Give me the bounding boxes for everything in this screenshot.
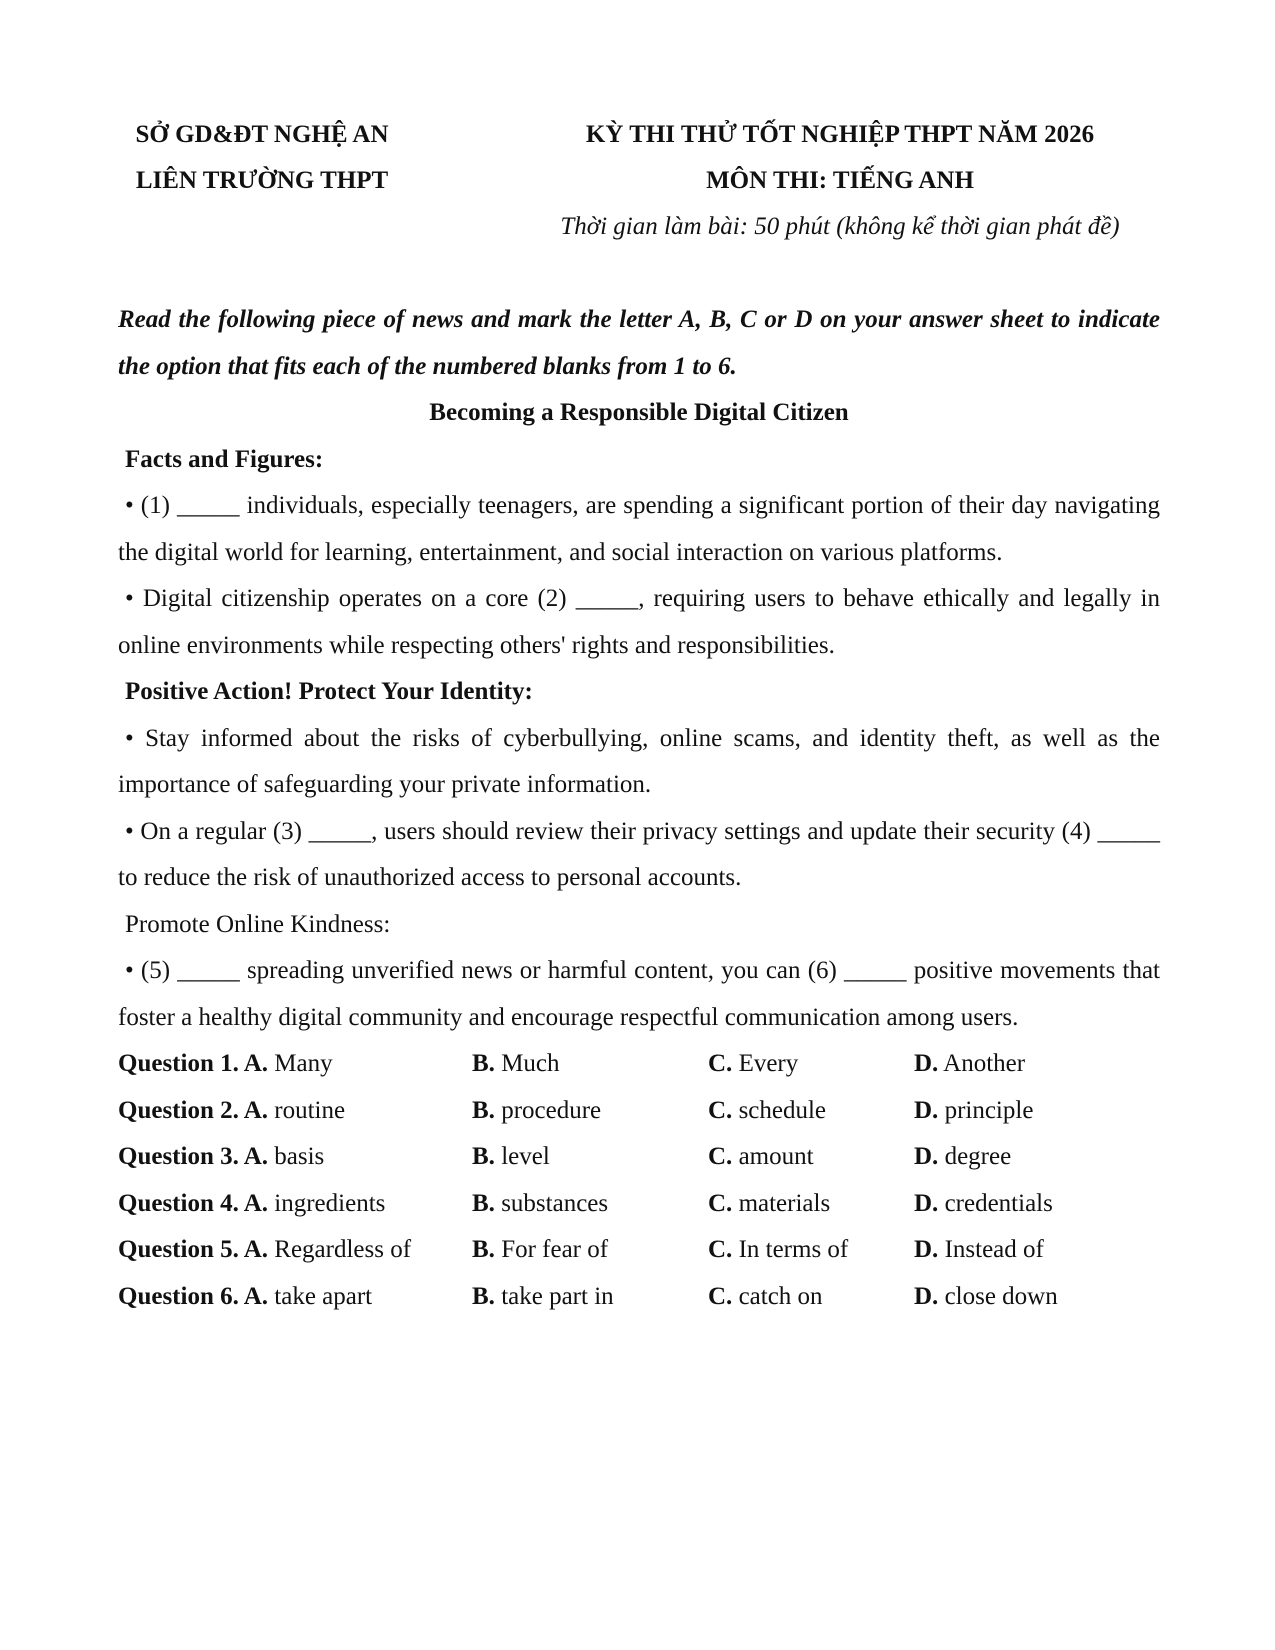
section-heading-facts: Facts and Figures: bbox=[125, 445, 324, 473]
option-c-letter: C. bbox=[708, 1050, 733, 1077]
option-a bbox=[118, 1227, 472, 1274]
option-a-text: basis bbox=[268, 1143, 325, 1170]
option-b bbox=[472, 1227, 708, 1274]
exam-title: KỲ THI THỬ TỐT NGHIỆP THPT NĂM 2026 bbox=[585, 121, 1095, 148]
option-c-letter: C. bbox=[708, 1143, 733, 1170]
option-c-text: In terms of bbox=[732, 1236, 849, 1263]
option-c-letter: C. bbox=[708, 1096, 733, 1124]
option-b bbox=[472, 1041, 708, 1088]
option-d-text: principle bbox=[938, 1096, 1034, 1124]
option-c-text: schedule bbox=[732, 1096, 827, 1124]
bullet-text-5: • (5) _____ spreading unverified news or harmful content, you can (6) _____ positive movements that foster a healthy digital community and encourage respectful communication among users. bbox=[118, 957, 1160, 1031]
option-d-text: credentials bbox=[938, 1189, 1053, 1217]
option-d-text: Instead of bbox=[938, 1236, 1044, 1263]
question-row bbox=[118, 1274, 1160, 1321]
question-label: Question 1. A. bbox=[118, 1050, 269, 1077]
question-label: Question 3. A. bbox=[118, 1143, 269, 1170]
bullet-text-2: • Digital citizenship operates on a core (2) _____, requiring users to behave ethically and legally in online environments while respecting others' rights and responsibilities. bbox=[118, 585, 1160, 659]
question-label: Question 5. A. bbox=[118, 1236, 269, 1263]
option-a bbox=[118, 1181, 472, 1228]
option-b-letter: B. bbox=[472, 1236, 495, 1263]
option-b-letter: B. bbox=[472, 1050, 495, 1077]
bullet-paragraph-2 bbox=[118, 576, 1160, 669]
bullet-paragraph-5 bbox=[118, 948, 1160, 1041]
option-b-letter: B. bbox=[472, 1096, 495, 1124]
exam-subject: MÔN THI: TIẾNG ANH bbox=[706, 167, 974, 194]
option-d bbox=[914, 1134, 1154, 1181]
bullet-text-3: • Stay informed about the risks of cyberbullying, online scams, and identity theft, as well as the importance of safeguarding your private information. bbox=[118, 724, 1160, 798]
option-b-text: level bbox=[494, 1143, 550, 1170]
option-d-letter: D. bbox=[914, 1050, 939, 1077]
option-d bbox=[914, 1274, 1154, 1321]
option-a bbox=[118, 1134, 472, 1181]
option-d-text: close down bbox=[938, 1282, 1058, 1310]
bullet-text-1: • (1) _____ individuals, especially teenagers, are spending a significant portion of their day navigating the digital world for learning, entertainment, and social interaction on various platforms. bbox=[118, 492, 1160, 566]
bullet-paragraph-4 bbox=[118, 809, 1160, 902]
department-name: SỞ GD&ĐT NGHỆ AN bbox=[135, 121, 389, 148]
option-c-letter: C. bbox=[708, 1189, 733, 1217]
option-b-text: substances bbox=[494, 1189, 609, 1217]
option-d-letter: D. bbox=[914, 1189, 939, 1217]
option-a-text: Many bbox=[268, 1050, 333, 1077]
option-d-text: Another bbox=[938, 1050, 1026, 1077]
option-b bbox=[472, 1088, 708, 1135]
option-c-letter: C. bbox=[708, 1236, 733, 1263]
option-b-text: procedure bbox=[494, 1096, 602, 1124]
bullet-text-4: • On a regular (3) _____, users should review their privacy settings and update their security (4) _____ to reduce the risk of unauthorized access to personal accounts. bbox=[118, 817, 1160, 891]
option-c bbox=[708, 1041, 914, 1088]
question-label: Question 6. A. bbox=[118, 1282, 269, 1310]
option-d bbox=[914, 1088, 1154, 1135]
question-row bbox=[118, 1088, 1160, 1135]
option-a bbox=[118, 1088, 472, 1135]
news-title: Becoming a Responsible Digital Citizen bbox=[429, 399, 849, 426]
section-heading-protect: Positive Action! Protect Your Identity: bbox=[125, 678, 533, 705]
option-b-text: Much bbox=[494, 1050, 560, 1077]
option-c bbox=[708, 1088, 914, 1135]
option-c-letter: C. bbox=[708, 1282, 733, 1310]
option-c-text: catch on bbox=[732, 1282, 823, 1310]
exam-duration: Thời gian làm bài: 50 phút (không kể thời gian phát đề) bbox=[560, 213, 1120, 240]
option-a-text: Regardless of bbox=[268, 1236, 412, 1263]
option-b-letter: B. bbox=[472, 1282, 495, 1310]
option-c bbox=[708, 1227, 914, 1274]
option-b bbox=[472, 1134, 708, 1181]
option-d bbox=[914, 1227, 1154, 1274]
option-b bbox=[472, 1181, 708, 1228]
option-d-letter: D. bbox=[914, 1143, 939, 1170]
option-d bbox=[914, 1181, 1154, 1228]
option-d-letter: D. bbox=[914, 1096, 939, 1124]
option-d-text: degree bbox=[938, 1143, 1012, 1170]
option-b-text: take part in bbox=[494, 1282, 614, 1310]
question-row bbox=[118, 1181, 1160, 1228]
option-d-letter: D. bbox=[914, 1236, 939, 1263]
option-a bbox=[118, 1274, 472, 1321]
school-name: LIÊN TRƯỜNG THPT bbox=[135, 167, 389, 194]
question-row bbox=[118, 1227, 1160, 1274]
option-c-text: materials bbox=[732, 1189, 831, 1217]
option-a-text: routine bbox=[268, 1096, 346, 1124]
question-row bbox=[118, 1134, 1160, 1181]
option-c-text: amount bbox=[732, 1143, 814, 1170]
option-b bbox=[472, 1274, 708, 1321]
option-c bbox=[708, 1134, 914, 1181]
option-b-letter: B. bbox=[472, 1189, 495, 1217]
option-a bbox=[118, 1041, 472, 1088]
school-header bbox=[112, 112, 412, 204]
question-label: Question 4. A. bbox=[118, 1189, 269, 1217]
option-c bbox=[708, 1274, 914, 1321]
option-a-text: ingredients bbox=[268, 1189, 386, 1217]
option-c bbox=[708, 1181, 914, 1228]
section-heading-kindness: Promote Online Kindness: bbox=[125, 910, 391, 938]
question-row bbox=[118, 1041, 1160, 1088]
exam-header bbox=[530, 112, 1150, 250]
option-b-text: For fear of bbox=[494, 1236, 609, 1263]
instruction: Read the following piece of news and mark the letter A, B, C or D on your answer sheet to indicate the option that fits each of the numbered blanks from 1 to 6. bbox=[118, 306, 1160, 380]
question-list bbox=[118, 1041, 1160, 1320]
bullet-paragraph-1 bbox=[118, 483, 1160, 576]
bullet-paragraph-3 bbox=[118, 716, 1160, 809]
option-b-letter: B. bbox=[472, 1143, 495, 1170]
option-c-text: Every bbox=[732, 1050, 799, 1077]
option-d-letter: D. bbox=[914, 1282, 939, 1310]
exam-content bbox=[118, 297, 1160, 1320]
option-a-text: take apart bbox=[268, 1282, 373, 1310]
question-label: Question 2. A. bbox=[118, 1096, 269, 1124]
option-d bbox=[914, 1041, 1154, 1088]
